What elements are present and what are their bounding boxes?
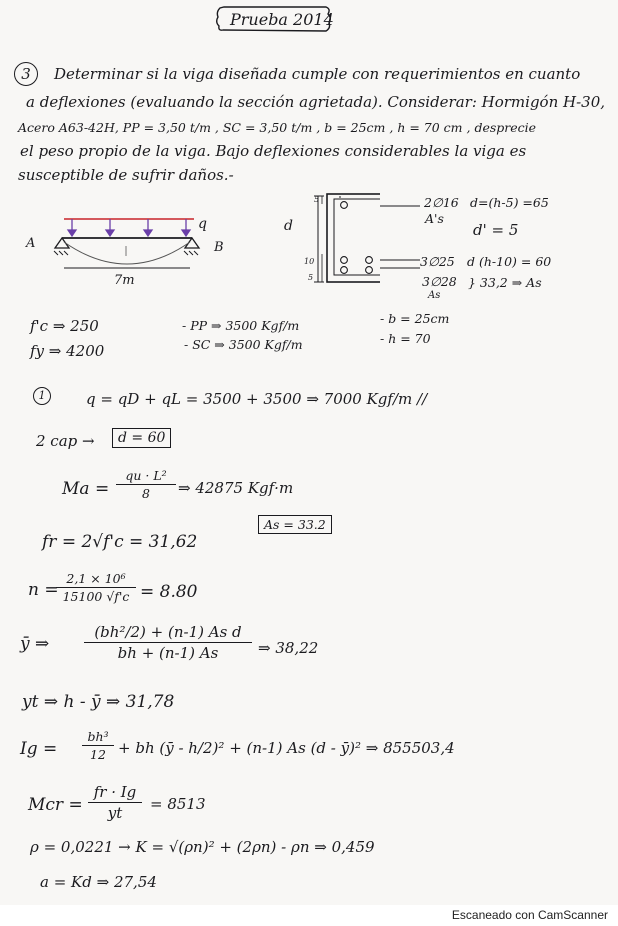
depth-label: d (284, 218, 293, 234)
q-equation: q = qD + qL = 3500 + 3500 ⇒ 7000 Kgf/m // (86, 390, 428, 408)
title-frame (214, 4, 334, 34)
fy-value: fy ⇒ 4200 (30, 342, 105, 360)
rho-equation: ρ = 0,0221 → K = √(ρn)² + (2ρn) - ρn ⇒ 0,459 (30, 838, 375, 856)
cap-label: 2 cap → (36, 432, 95, 450)
a-equation: a = Kd ⇒ 27,54 (40, 873, 157, 891)
support-b-label: B (214, 240, 224, 255)
ybar-fraction (84, 623, 252, 662)
top-bars-label: 2∅16 (424, 195, 459, 210)
top-depth-label: d=(h-5) =65 (470, 195, 549, 210)
bottom-dim-2: 5 (308, 273, 314, 282)
bottom-depth-label: d (h-10) = 60 (467, 254, 552, 269)
beam-diagram (20, 210, 240, 290)
load-label: q (198, 216, 207, 232)
mcr-result: = 8513 (150, 795, 206, 813)
as-value-box: As = 33.2 (258, 515, 332, 534)
span-label: 7m (114, 273, 135, 288)
problem-line-1: Determinar si la viga diseñada cumple con requerimientos en cuanto (54, 65, 581, 83)
top-cover-dim: 5 (314, 195, 320, 204)
problem-line-5: susceptible de sufrir daños.- (18, 166, 234, 184)
n-label: n = (28, 580, 59, 600)
problem-line-4: el peso propio de la viga. Bajo deflexiones considerables la viga es (20, 142, 527, 160)
d-value-box: d = 60 (112, 428, 171, 448)
section-leaders (380, 196, 426, 286)
ma-numerator: qu · L² (116, 468, 176, 485)
ybar-denominator: bh + (n-1) As (117, 644, 219, 662)
step-number: 1 (33, 387, 51, 405)
mcr-label: Mcr = (28, 795, 83, 815)
n-denominator: 15100 √f'c (62, 589, 130, 604)
ma-result: ⇒ 42875 Kgf·m (178, 479, 294, 497)
bottom-as-label: As (428, 290, 441, 301)
ig-rest: + bh (ȳ - h/2)² + (n-1) As (d - ȳ)² ⇒ 855503,4 (118, 739, 455, 757)
ig-numerator: bh³ (82, 729, 114, 746)
footer (0, 905, 618, 926)
as-total-label: } 33,2 ⇒ As (468, 275, 542, 290)
fr-equation: fr = 2√f'c = 31,62 (42, 532, 198, 552)
n-result: = 8.80 (140, 582, 198, 602)
section-diagram (270, 186, 380, 290)
fc-value: f'c ⇒ 250 (30, 317, 99, 335)
problem-line-3: Acero A63-42H, PP = 3,50 t/m , SC = 3,50 t/m , b = 25cm , h = 70 cm , desprecie (18, 120, 537, 135)
b-value: - b = 25cm (380, 311, 450, 326)
ig-label: Ig = (20, 739, 58, 759)
support-a-label: A (26, 236, 36, 251)
ybar-label: ȳ ⇒ (20, 634, 50, 654)
ybar-numerator: (bh²/2) + (n-1) As d (84, 623, 252, 643)
bottom-dim-1: 10 (304, 257, 315, 266)
ma-denominator: 8 (142, 486, 150, 501)
ig-fraction (82, 729, 114, 762)
camscanner-watermark: Escaneado con CamScanner (451, 908, 608, 922)
n-numerator: 2,1 × 10⁶ (56, 571, 136, 588)
bottom-bars-label-2: 3∅28 (422, 274, 457, 289)
top-as-label: A's (425, 211, 444, 226)
mcr-denominator: yt (107, 804, 123, 822)
n-fraction (56, 571, 136, 604)
pp-value: - PP ⇒ 3500 Kgf/m (182, 318, 300, 333)
bottom-bars-label-1: 3∅25 (420, 254, 455, 269)
yt-equation: yt ⇒ h - ȳ ⇒ 31,78 (22, 692, 175, 712)
d-prime-label: d' = 5 (473, 221, 519, 239)
ma-fraction (116, 468, 176, 501)
mcr-numerator: fr · Ig (88, 783, 142, 803)
ybar-result: ⇒ 38,22 (258, 639, 319, 657)
page-title: Prueba 2014 (230, 10, 334, 29)
ig-denominator: 12 (90, 747, 106, 762)
ma-label: Ma = (62, 479, 110, 499)
mcr-fraction (88, 783, 142, 822)
problem-number: 3 (14, 62, 38, 86)
sc-value: - SC ⇒ 3500 Kgf/m (184, 337, 303, 352)
h-value: - h = 70 (380, 331, 431, 346)
problem-line-2: a deflexiones (evaluando la sección agrietada). Considerar: Hormigón H-30, (26, 93, 606, 111)
